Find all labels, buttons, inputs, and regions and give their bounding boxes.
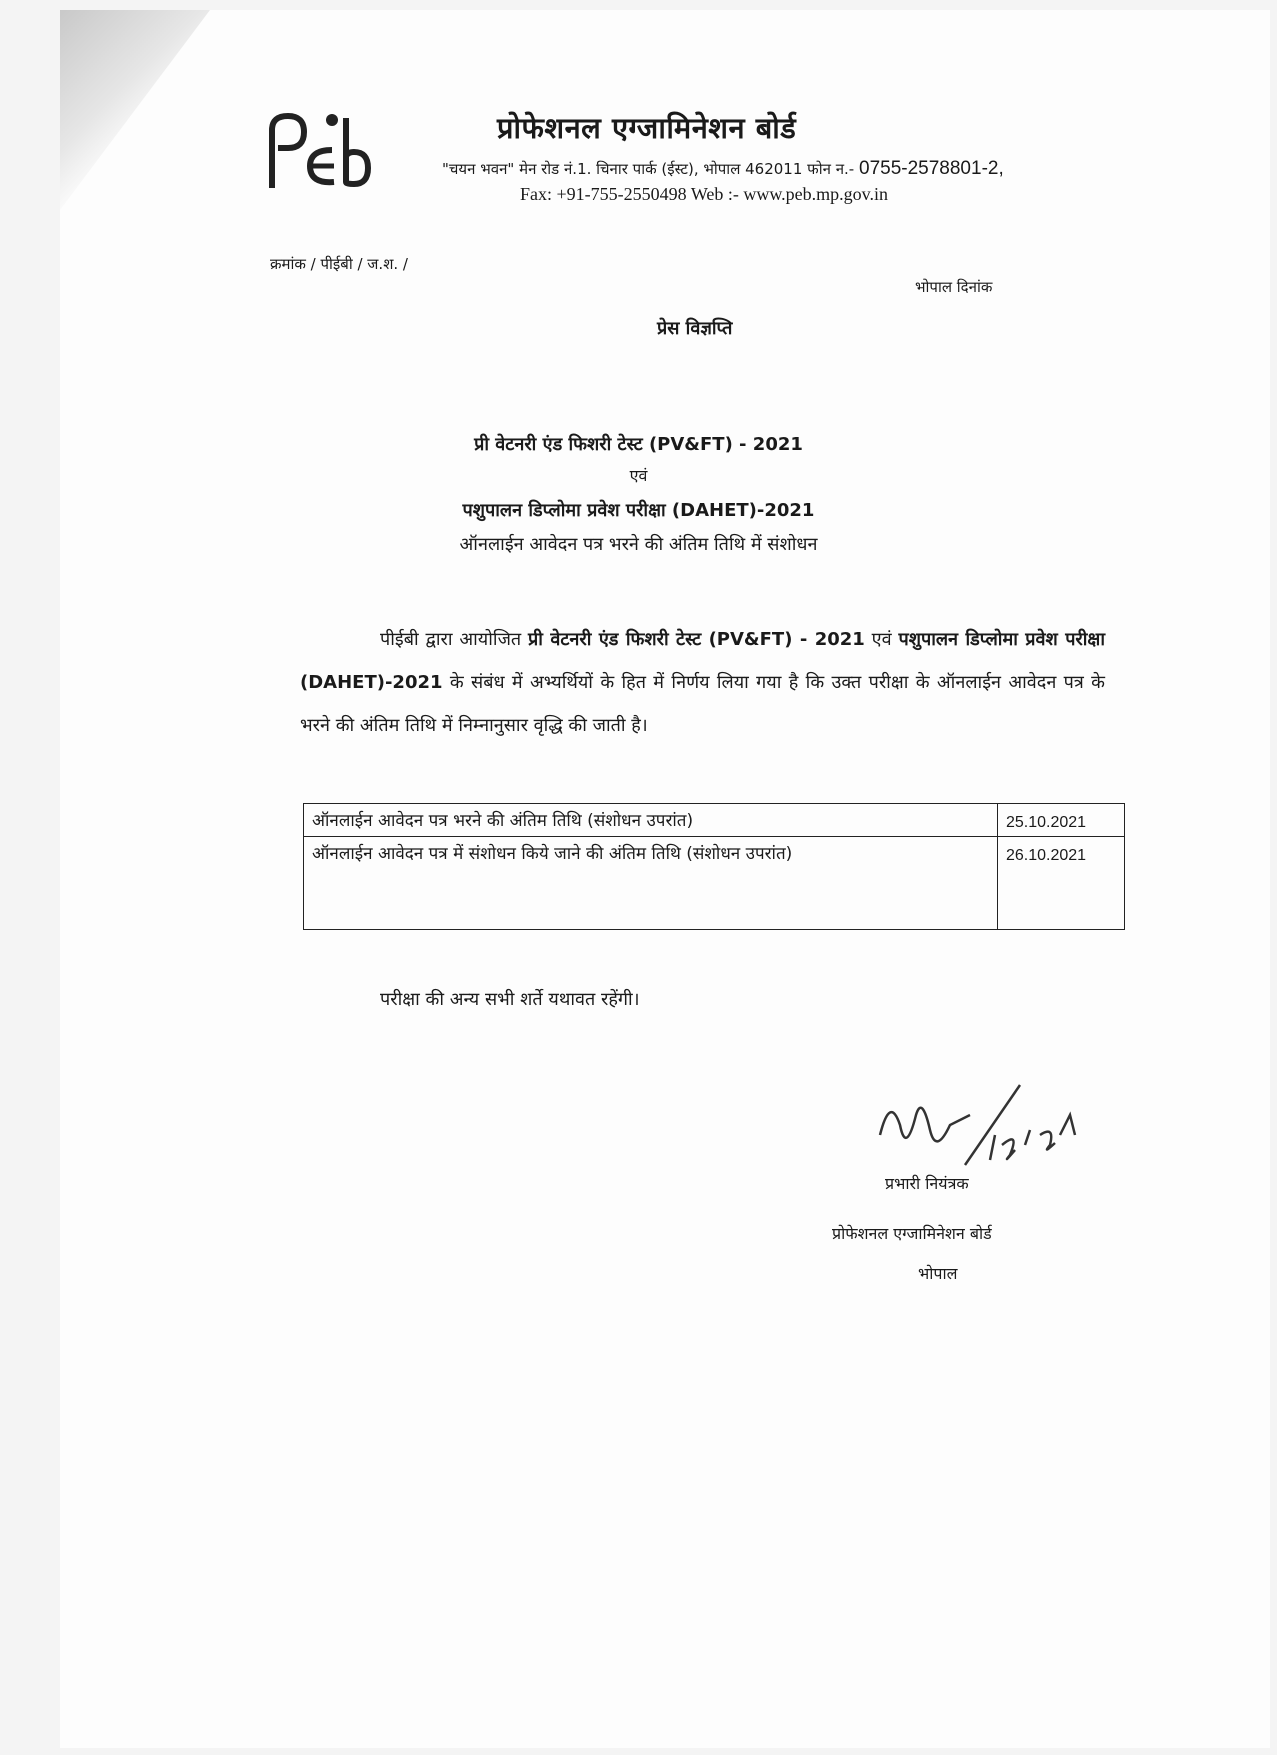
reference-number: क्रमांक / पीईबी / ज.श. / (270, 255, 408, 273)
address-text: "चयन भवन" मेन रोड नं.1. चिनार पार्क (ईस्ट), भोपाल 462011 फोन न.- (442, 160, 855, 178)
heading-subject: ऑनलाईन आवेदन पत्र भरने की अंतिम तिथि में संशोधन (459, 534, 818, 555)
press-release-title: प्रेस विज्ञप्ति (657, 318, 733, 339)
dates-table (303, 803, 1125, 930)
body-text: एवं (864, 629, 899, 650)
signatory-title: प्रभारी नियंत्रक (885, 1174, 969, 1193)
row-label: ऑनलाईन आवेदन पत्र भरने की अंतिम तिथि (संशोधन उपरांत) (304, 804, 998, 837)
body-exam-1: प्री वेटनरी एंड फिशरी टेस्ट (PV&FT) - 2021 (528, 629, 865, 650)
closing-statement: परीक्षा की अन्य सभी शर्ते यथावत रहेंगी। (380, 989, 640, 1010)
body-exam-2: पशुपालन डिप्लोमा प्रवेश परीक्षा (DAHET)-2021 (300, 629, 1106, 693)
place-date: भोपाल दिनांक (915, 278, 993, 296)
org-title: प्रोफेशनल एग्जामिनेशन बोर्ड (497, 111, 797, 145)
body-text: के संबंध में अभ्यर्थियों के हित में निर्णय लिया गया है कि उक्त परीक्षा के ऑनलाईन आवेदन पत्र के भरने की अंतिम तिथि में निम्नानुसार वृद्धि की जाती है। (300, 672, 1105, 736)
table-row (304, 804, 1125, 837)
handwritten-signature (870, 1075, 1090, 1185)
heading-conjunction: एवं (629, 466, 648, 485)
row-date: 25.10.2021 (998, 804, 1125, 837)
signatory-org: प्रोफेशनल एग्जामिनेशन बोर्ड (832, 1224, 992, 1243)
body-paragraph (300, 618, 1105, 747)
phone-number: 0755-2578801-2, (859, 158, 1004, 179)
table-row (304, 837, 1125, 930)
body-text: पीईबी द्वारा आयोजित (380, 629, 529, 650)
heading-exam-2: पशुपालन डिप्लोमा प्रवेश परीक्षा (DAHET)-2021 (462, 500, 815, 521)
address-line (442, 158, 1004, 180)
signatory-city: भोपाल (918, 1264, 958, 1283)
heading-exam-1: प्री वेटनरी एंड फिशरी टेस्ट (PV&FT) - 2021 (474, 434, 803, 455)
fax-web-line: Fax: +91-755-2550498 Web :- www.peb.mp.gov.in (520, 184, 888, 204)
peb-logo-icon (262, 110, 372, 190)
row-label: ऑनलाईन आवेदन पत्र में संशोधन किये जाने की अंतिम तिथि (संशोधन उपरांत) (304, 837, 998, 930)
row-date: 26.10.2021 (998, 837, 1125, 930)
